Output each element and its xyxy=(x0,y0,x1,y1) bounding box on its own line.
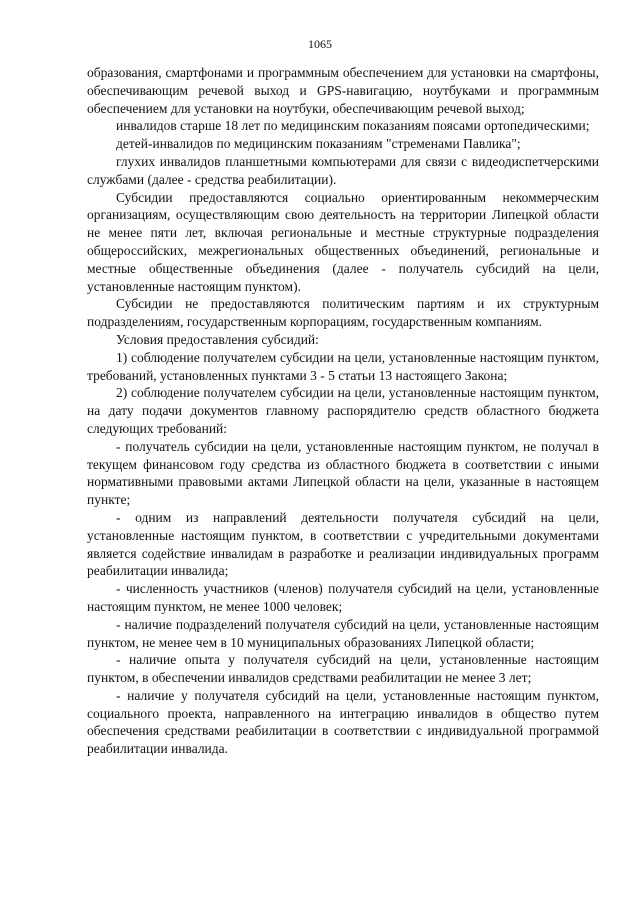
paragraph: - получатель субсидии на цели, установленные настоящим пунктом, не получал в текущем финансовом году средства из областного бюджета в соответствии с иными нормативными правовыми актами Липецкой области на цели, указанные в настоящем пункте; xyxy=(87,438,599,508)
paragraph: - одним из направлений деятельности получателя субсидий на цели, установленные настоящим пунктом, в соответствии с учредительными документами является содействие инвалидам в разработке и реализации индивидуальных программ реабилитации инвалида; xyxy=(87,509,599,579)
paragraph: Субсидии не предоставляются политическим партиям и их структурным подразделениям, государственным корпорациям, государственным компаниям. xyxy=(87,296,599,330)
paragraph: - наличие подразделений получателя субсидий на цели, установленные настоящим пунктом, не менее чем в 10 муниципальных образованиях Липецкой области; xyxy=(87,616,599,650)
paragraph: - численность участников (членов) получателя субсидий на цели, установленные настоящим пунктом, не менее 1000 человек; xyxy=(87,581,599,614)
paragraph: образования, смартфонами и программным обеспечением для установки на смартфоны, обеспечивающим речевой выход и GPS-навигацию, ноутбуками и программным обеспечением для установки на ноутбуки, обеспечивающим речевой выход; xyxy=(87,65,599,116)
paragraph: инвалидов старше 18 лет по медицинским показаниям поясами ортопедическими; xyxy=(116,118,590,134)
paragraph: - наличие опыта у получателя субсидий на цели, установленные настоящим пунктом, в обеспечении инвалидов средствами реабилитации не менее 3 лет; xyxy=(87,652,599,686)
paragraph: Условия предоставления субсидий: xyxy=(116,331,319,347)
paragraph: глухих инвалидов планшетными компьютерами для связи с видеодиспетчерскими службами (далее - средства реабилитации). xyxy=(87,153,599,187)
paragraph: Субсидии предоставляются социально ориентированным некоммерческим организациям, осуществляющим свою деятельность на территории Липецкой области не менее пяти лет, включая региональные и местные структурные подразделения общероссийских, межрегиональных общественных объединений, региональные и местные общественные объединения (далее - получатель субсидий на цели, установленные настоящим пунктом). xyxy=(87,189,599,294)
paragraph: 1) соблюдение получателем субсидии на цели, установленные настоящим пунктом, требований, установленных пунктами 3 - 5 статьи 13 настоящего Закона; xyxy=(87,349,599,383)
paragraph: 2) соблюдение получателем субсидии на цели, установленные настоящим пунктом, на дату подачи документов главному распорядителю средств областного бюджета следующих требований: xyxy=(87,385,599,436)
document-body xyxy=(87,64,599,758)
page-number: 1065 xyxy=(308,37,332,51)
paragraph: - наличие у получателя субсидий на цели, установленные настоящим пунктом, социального проекта, направленного на интеграцию инвалидов в общество путем обеспечения средствами реабилитации в соответствии с индивидуальной программой реабилитации инвалида. xyxy=(87,687,599,757)
paragraph: детей-инвалидов по медицинским показаниям "стременами Павлика"; xyxy=(116,136,521,152)
